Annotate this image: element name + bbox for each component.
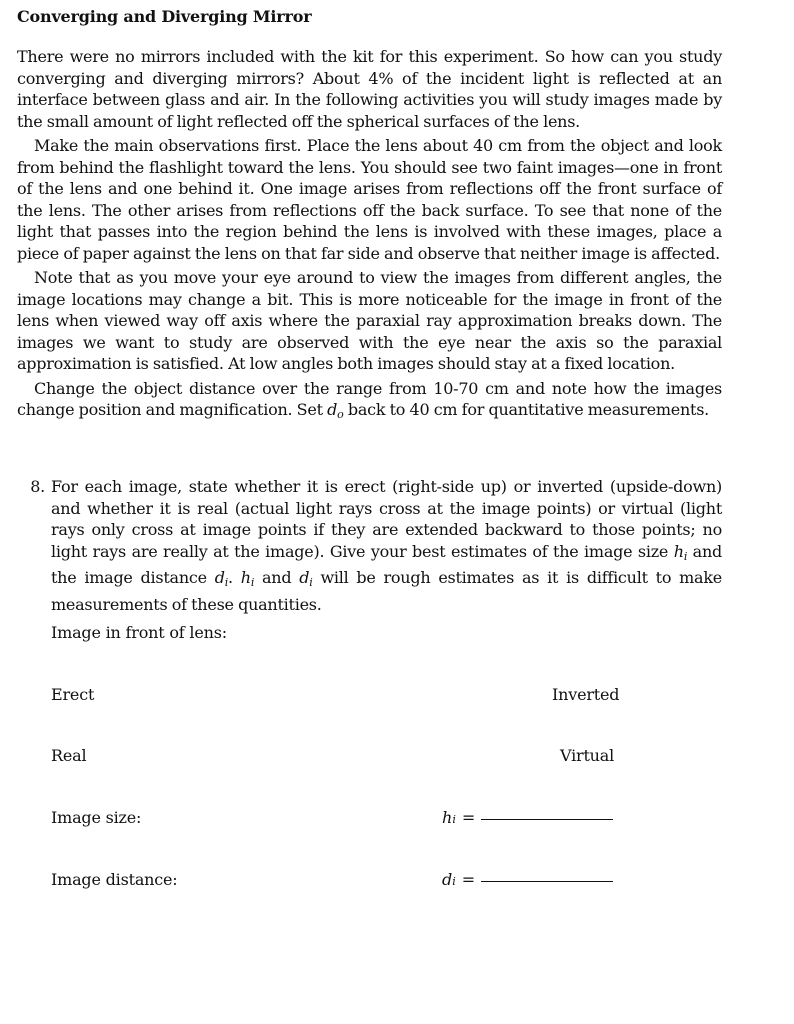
image-size-equation: h i = [442, 807, 613, 830]
image-size-label: Image size: [51, 808, 142, 827]
image-in-front-label: Image in front of lens: [51, 623, 227, 642]
real-option[interactable]: Real [51, 746, 87, 765]
document-page [17, 6, 722, 429]
question-text: For each image, state whether it is erect (right-side up) or inverted (upside-down) and whether it is real (actual light rays cross at the image points) or virtual (light rays only cross at image points if they are extended backward to those points; no light rays are really at the image). Give your best estimates of the image size $h_i$ and the image distance $d_i$. $h_i$ and $d_i$ will be rough estimates as it is difficult to make measurements of these quantities. [51, 477, 723, 614]
intro-paragraph-4: Change the object distance over the range from 10-70 cm and note how the images change position and magnification. Set $d_o$ back to 40 cm for quantitative measurements. [17, 378, 722, 421]
image-distance-equation: d i = [442, 869, 613, 892]
intro-paragraph-1: There were no mirrors included with the kit for this experiment. So how can you study converging and diverging mirrors? About 4% of the incident light is reflected at an interface between glass and air. In the following activities you will study images made by the small amount of light reflected off the spherical surfaces of the lens. [17, 47, 722, 131]
inverted-option[interactable]: Inverted [552, 685, 620, 704]
section-heading: Converging and Diverging Mirror [17, 7, 312, 26]
question-number: 8. [30, 477, 45, 496]
erect-option[interactable]: Erect [51, 685, 95, 704]
object-distance-variable: d [327, 400, 338, 419]
image-distance-blank[interactable] [481, 881, 613, 882]
question-8 [17, 476, 722, 615]
intro-paragraph-3: Note that as you move your eye around to view the images from different angles, the image locations may change a bit. This is more noticeable for the image in front of the lens when viewed way off axis where the paraxial ray approximation breaks down. The images we want to study are observed with the eye near the axis so the paraxial approximation is satisfied. At low angles both images should stay at a fixed location. [17, 268, 722, 373]
image-distance-label: Image distance: [51, 870, 178, 889]
virtual-option[interactable]: Virtual [560, 746, 615, 765]
intro-paragraph-2: Make the main observations first. Place the lens about 40 cm from the object and look from behind the flashlight toward the lens. You should see two faint images—one in front of the lens and one behind it. One image arises from reflections off the front surface of the lens. The other arises from reflections off the back surface. To see that none of the light that passes into the region behind the lens is involved with these images, place a piece of paper against the lens on that far side and observe that neither image is affected. [17, 136, 722, 263]
image-size-blank[interactable] [481, 819, 613, 820]
